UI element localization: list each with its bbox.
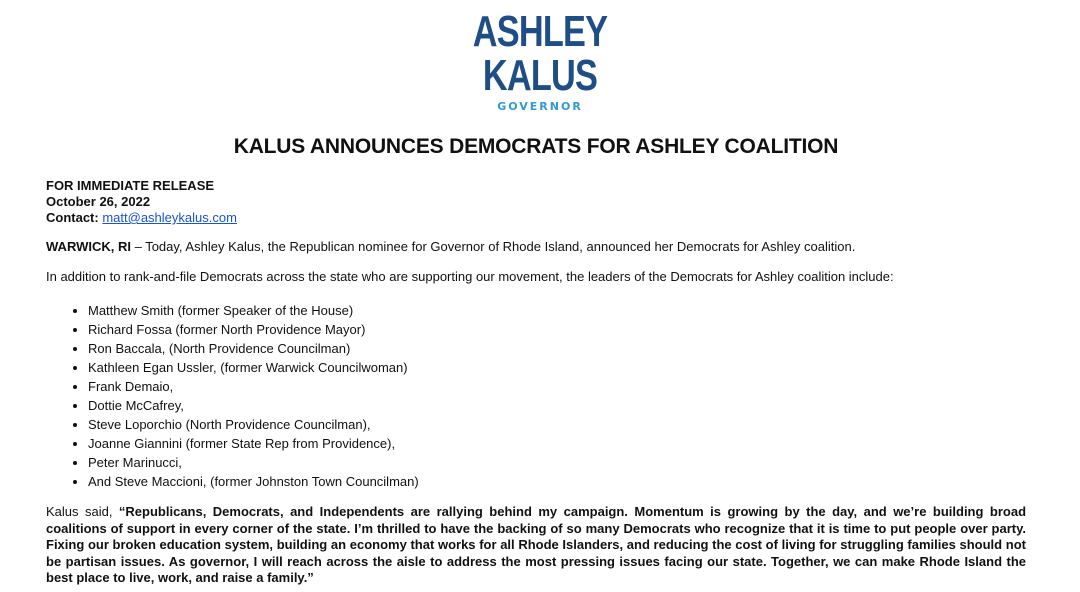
list-item: • Matthew Smith (former Speaker of the House) xyxy=(88,301,419,320)
logo-line-3: GOVERNOR xyxy=(497,100,583,113)
list-item: • Peter Marinucci, xyxy=(88,453,419,472)
release-label: FOR IMMEDIATE RELEASE xyxy=(46,178,215,193)
list-item: • And Steve Maccioni, (former Johnston Town Councilman) xyxy=(88,472,419,491)
list-item: • Richard Fossa (former North Providence Mayor) xyxy=(88,320,419,339)
release-date: October 26, 2022 xyxy=(46,194,151,209)
contact-line xyxy=(46,210,237,226)
leaders-list xyxy=(70,301,419,491)
quote-text: “Republicans, Democrats, and Independents are rallying behind my campaign. Momentum is growing by the day, and we’re building broad coalitions of support in every corner of the state. I’m thrilled to have the backing of so many Democrats who recognize that it is time to put people over party. Fixing our broken education system, building an economy that works for all Rhode Islanders, and reducing the cost of living for struggling families should not be partisan issues. As governor, I will reach across the aisle to address the most pressing issues facing our state. Together, we can make Rhode Island the best place to live, work, and raise a family.” xyxy=(46,504,1027,585)
list-item: • Ron Baccala, (North Providence Councilman) xyxy=(88,339,419,358)
quote-paragraph xyxy=(46,504,1026,587)
logo-line-2: KALUS xyxy=(482,51,598,100)
list-item: • Dottie McCafrey, xyxy=(88,396,419,415)
paragraph-intro xyxy=(46,239,855,255)
intro-text: – Today, Ashley Kalus, the Republican nominee for Governor of Rhode Island, announced her Democrats for Ashley coalition. xyxy=(130,239,856,254)
contact-email-link[interactable]: matt@ashleykalus.com xyxy=(102,210,237,225)
campaign-logo xyxy=(0,7,1080,113)
quote-intro: Kalus said, xyxy=(46,504,119,519)
list-item: • Joanne Giannini (former State Rep from Providence), xyxy=(88,434,419,453)
contact-label: Contact: xyxy=(46,210,99,225)
dateline: WARWICK, RI xyxy=(46,239,131,254)
headline: KALUS ANNOUNCES DEMOCRATS FOR ASHLEY COALITION xyxy=(233,135,839,158)
logo-line-1: ASHLEY xyxy=(472,7,608,56)
list-item: • Kathleen Egan Ussler, (former Warwick Councilwoman) xyxy=(88,358,419,377)
list-item: • Frank Demaio, xyxy=(88,377,419,396)
paragraph-leaders-intro: In addition to rank-and-file Democrats across the state who are supporting our movement, the leaders of the Democrats for Ashley coalition include: xyxy=(46,269,894,284)
list-item: • Steve Loporchio (North Providence Councilman), xyxy=(88,415,419,434)
release-info xyxy=(46,178,237,226)
